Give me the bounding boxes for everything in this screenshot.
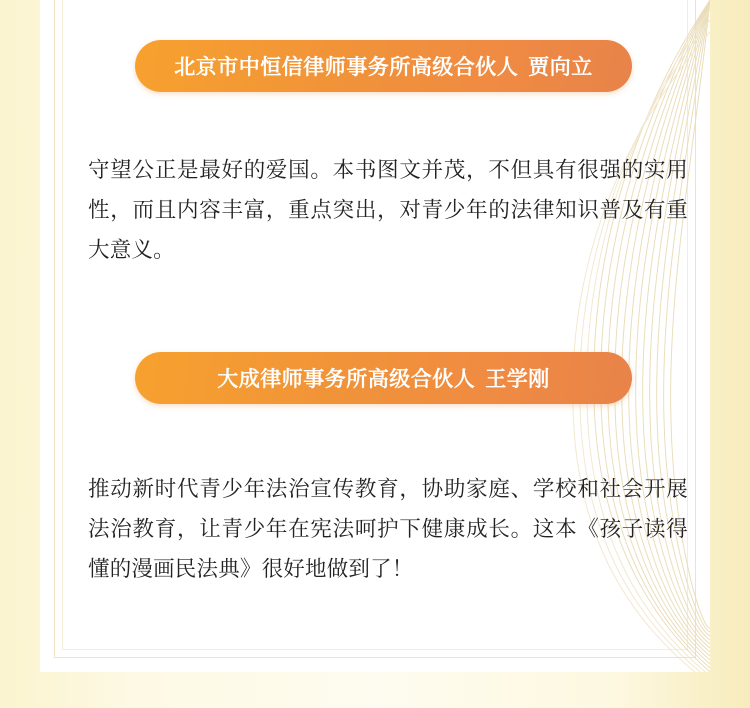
badge-lawyer-2	[135, 352, 632, 404]
content-card	[40, 0, 710, 672]
testimonial-text-1: 守望公正是最好的爱国。本书图文并茂，不但具有很强的实用性，而且内容丰富，重点突出，对青少年的法律知识普及有重大意义。	[88, 157, 688, 262]
testimonial-text-2: 推动新时代青少年法治宣传教育，协助家庭、学校和社会开展法治教育，让青少年在宪法呵护下健康成长。这本《孩子读得懂的漫画民法典》很好地做到了！	[88, 476, 688, 581]
badge-lawyer-1	[135, 40, 632, 92]
badge-title-2: 大成律师事务所高级合伙人	[217, 368, 476, 391]
testimonials-container	[40, 0, 710, 672]
badge-name-1: 贾向立	[528, 56, 593, 79]
badge-name-2: 王学刚	[485, 368, 550, 391]
badge-title-1: 北京市中恒信律师事务所高级合伙人	[174, 56, 519, 79]
